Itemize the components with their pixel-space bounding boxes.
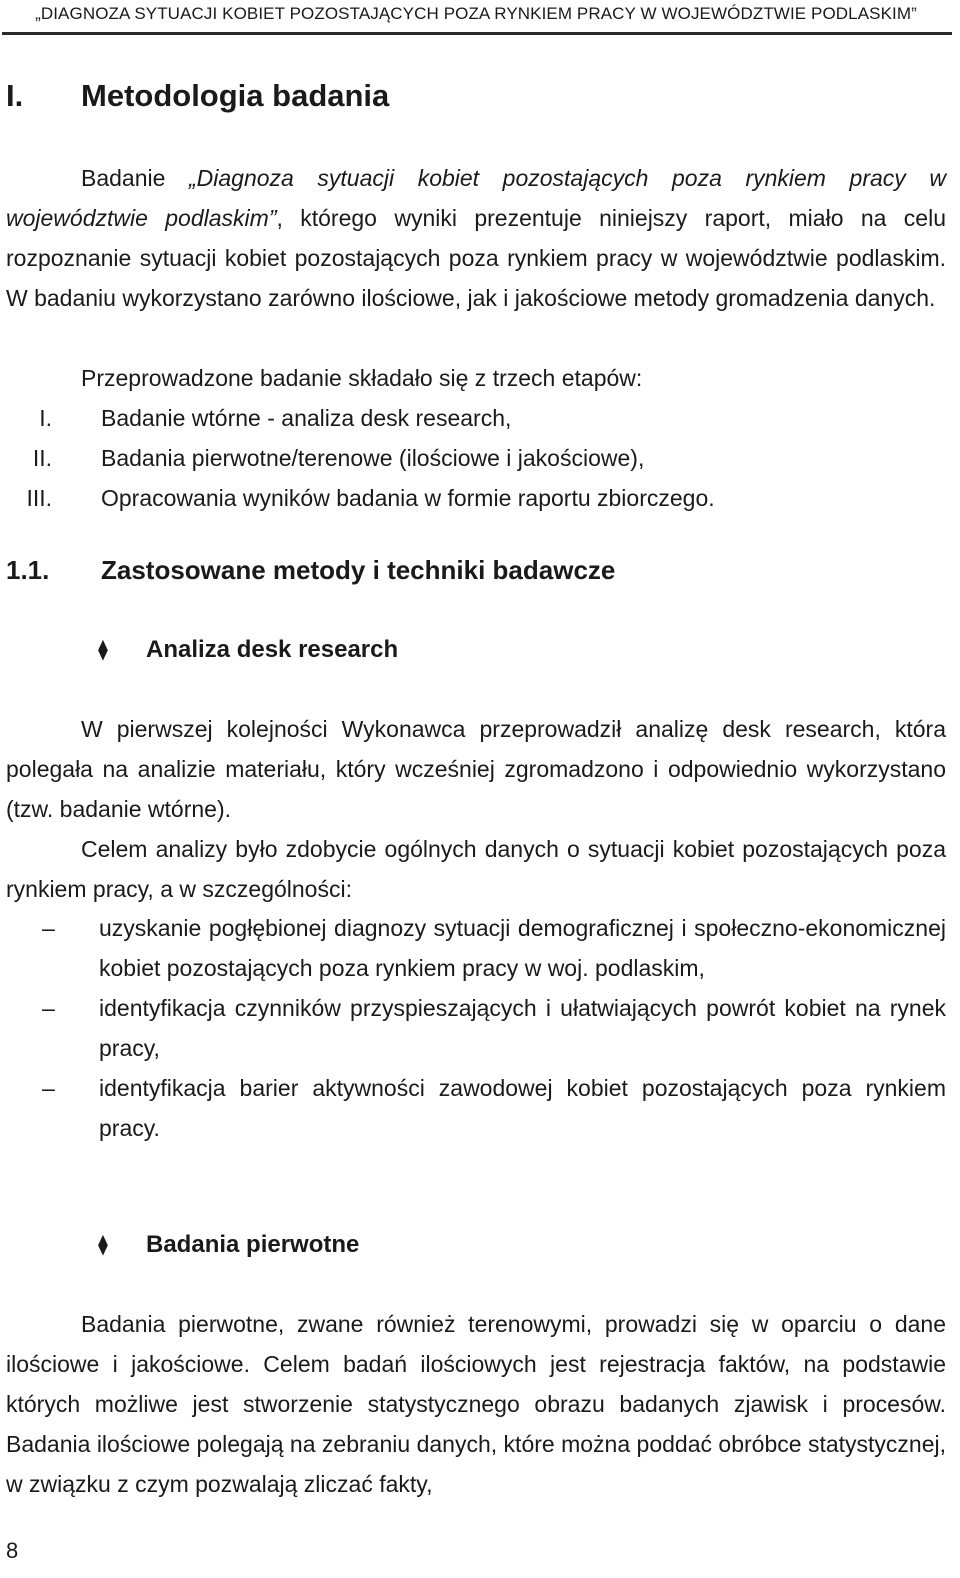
primary-paragraph-text: Badania pierwotne, zwane również terenowymi, prowadzi się w oparciu o dane ilościowe i jakościowe. Celem badań ilościowych jest rejestracja faktów, na podstawie których możliwe jest stworzenie statystycznego obrazu badanych zjawisk i procesów. Badania ilościowe polegają na zebraniu danych, które można poddać obróbce statystycznej, w związku z czym pozwalają zliczać fakty, xyxy=(6,1311,946,1497)
intro-paragraph xyxy=(6,158,946,318)
list-item-text: Badanie wtórne - analiza desk research, xyxy=(101,405,512,431)
list-item-text: Opracowania wyników badania w formie raportu zbiorczego. xyxy=(101,485,715,511)
section-title: Metodologia badania xyxy=(81,78,390,113)
desk-research-heading xyxy=(98,630,398,670)
dash-bullet-icon: – xyxy=(42,995,55,1021)
study-title: „Diagnoza sytuacji kobiet pozostających poza rynkiem pracy w województwie podlaskim” xyxy=(6,165,946,231)
dash-bullet-icon: – xyxy=(42,915,55,941)
list-item xyxy=(6,1068,946,1148)
list-item-text: Badania pierwotne/terenowe (ilościowe i jakościowe), xyxy=(101,445,645,471)
primary-research-title: Badania pierwotne xyxy=(146,1231,360,1258)
desk-paragraph-2 xyxy=(6,829,946,909)
subsection-number: 1.1. xyxy=(6,555,50,585)
goals-list xyxy=(6,908,946,1148)
list-item xyxy=(6,398,946,438)
primary-research-heading xyxy=(98,1225,359,1265)
list-item-text: identyfikacja barier aktywności zawodowej kobiet pozostających poza rynkiem pracy. xyxy=(99,1075,946,1141)
running-header: „DIAGNOZA SYTUACJI KOBIET POZOSTAJĄCYCH POZA RYNKIEM PRACY W WOJEWÓDZTWIE PODLASKIM” xyxy=(35,4,917,23)
desk-paragraph-1-text: W pierwszej kolejności Wykonawca przeprowadził analizę desk research, która polegała na analizie materiału, który wcześniej zgromadzono i odpowiednio wykorzystano (tzw. badanie wtórne). xyxy=(6,716,946,822)
intro-prefix: Badanie xyxy=(81,165,189,191)
list-item-number: II. xyxy=(32,445,52,471)
diamond-bullet-icon: ⧫ xyxy=(98,1234,108,1256)
desk-paragraph-2-text: Celem analizy było zdobycie ogólnych danych o sytuacji kobiet pozostających poza rynkiem pracy, a w szczególności: xyxy=(6,836,946,902)
list-item xyxy=(6,478,946,518)
list-item xyxy=(6,908,946,988)
stages-intro xyxy=(6,358,946,398)
list-item-text: uzyskanie pogłębionej diagnozy sytuacji demograficznej i społeczno-ekonomicznej kobiet pozostających poza rynkiem pracy w woj. podlaskim, xyxy=(99,915,946,981)
list-item-text: identyfikacja czynników przyspieszających i ułatwiających powrót kobiet na rynek pracy, xyxy=(99,995,946,1061)
list-item xyxy=(6,438,946,478)
intro-suffix: , którego wyniki prezentuje niniejszy raport, miało na celu rozpoznanie sytuacji kobiet pozostających poza rynkiem pracy w województwie podlaskim. W badaniu wykorzystano zarówno ilościowe, jak i jakościowe metody gromadzenia danych. xyxy=(6,205,947,311)
desk-research-title: Analiza desk research xyxy=(146,636,399,663)
list-item-number: III. xyxy=(26,485,52,511)
section-number: I. xyxy=(6,78,24,113)
subsection-title: Zastosowane metody i techniki badawcze xyxy=(101,555,616,585)
header-divider xyxy=(2,32,952,35)
stages-intro-text: Przeprowadzone badanie składało się z trzech etapów: xyxy=(81,365,643,391)
list-item xyxy=(6,988,946,1068)
dash-bullet-icon: – xyxy=(42,1075,55,1101)
stages-list xyxy=(6,398,946,518)
page-number: 8 xyxy=(6,1538,19,1563)
list-item-number: I. xyxy=(39,405,52,431)
diamond-bullet-icon: ⧫ xyxy=(98,639,108,661)
desk-paragraph-1 xyxy=(6,709,946,829)
primary-paragraph xyxy=(6,1304,946,1504)
